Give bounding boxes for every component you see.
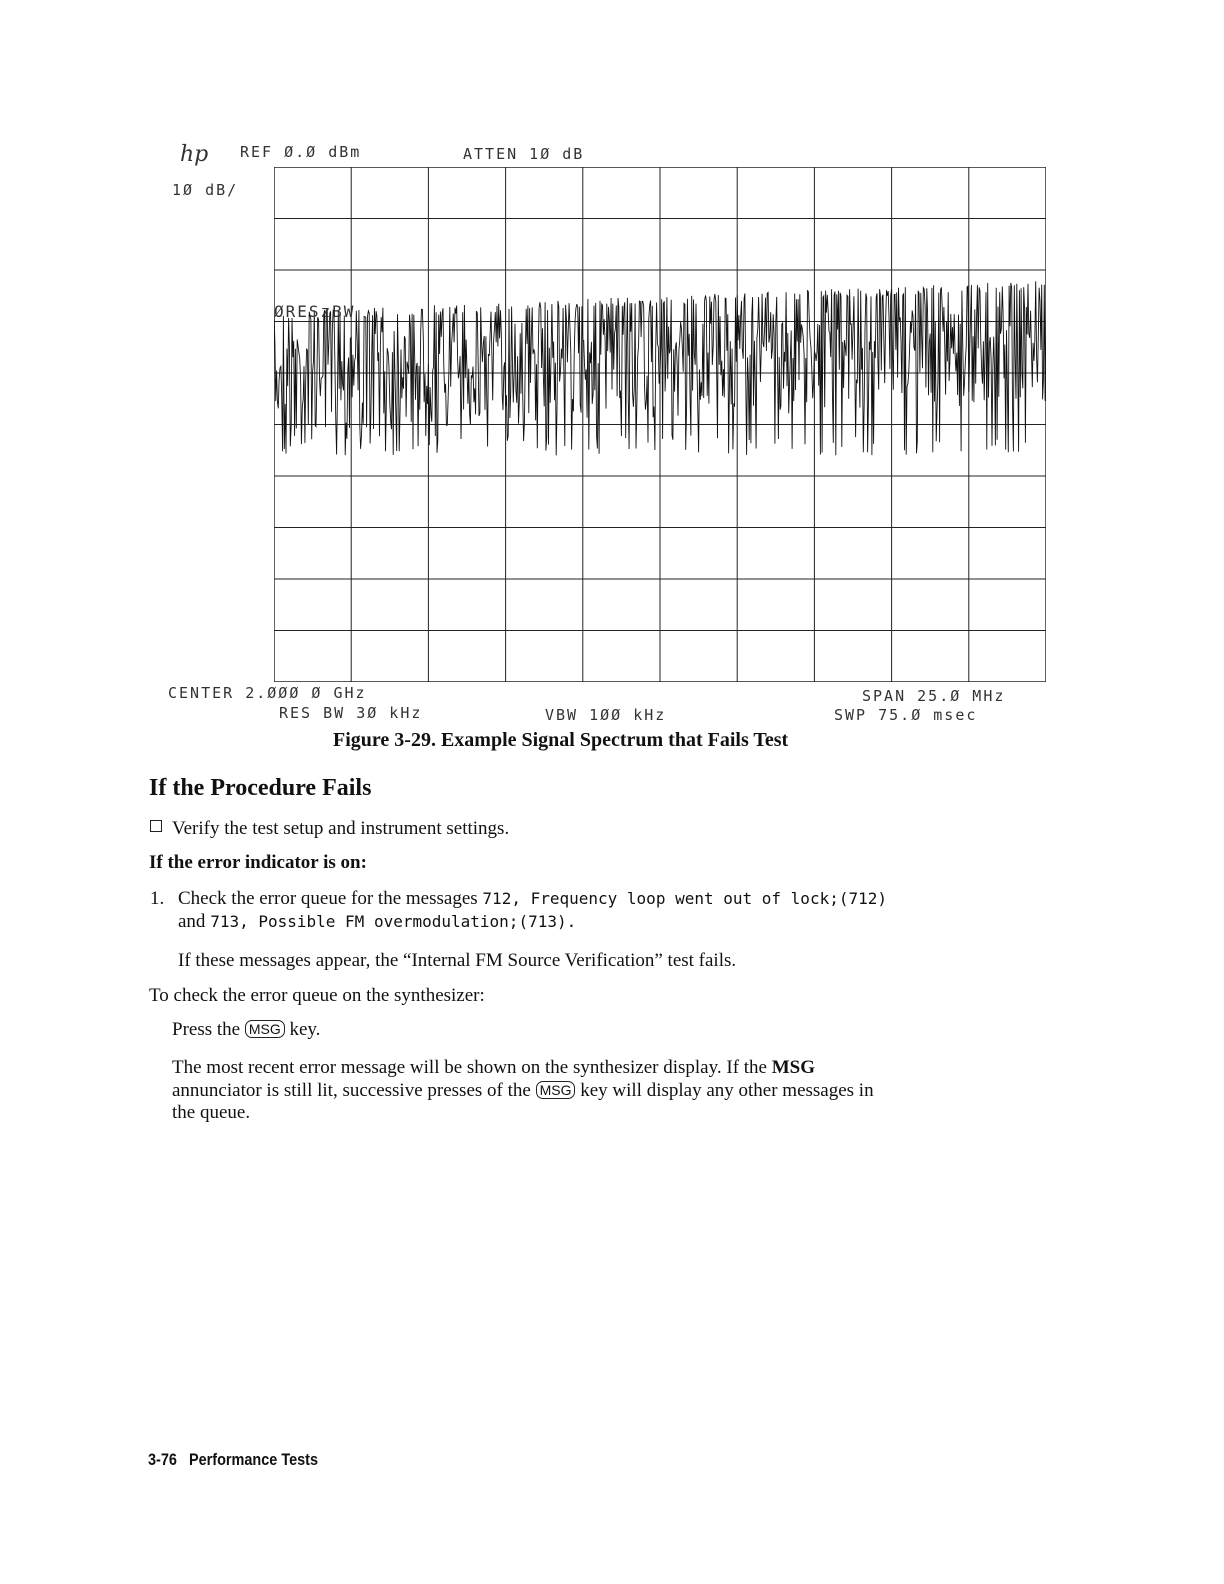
trace-label: ØRESzBW <box>274 302 356 321</box>
attenuation-label: ATTEN 1Ø dB <box>463 145 585 163</box>
recent-text-b: annunciator is still lit, successive presses of the <box>172 1080 536 1101</box>
error-message-713: 713, Possible FM overmodulation;(713). <box>210 912 577 931</box>
scale-label: 1Ø dB/ <box>172 181 239 199</box>
res-bw-label: RES BW 3Ø kHz <box>279 704 423 722</box>
figure-caption: Figure 3-29. Example Signal Spectrum that Fails Test <box>333 729 789 751</box>
error-message-712: 712, Frequency loop went out of lock;(712) <box>482 889 887 908</box>
msg-annunciator-text: MSG <box>771 1057 816 1078</box>
footer-title: Performance Tests <box>188 1450 319 1469</box>
press-msg-instruction <box>172 1019 320 1041</box>
section-heading: If the Procedure Fails <box>149 775 372 801</box>
press-text-b: key. <box>284 1019 321 1040</box>
to-check-instruction: To check the error queue on the synthesizer: <box>149 985 485 1006</box>
subheading: If the error indicator is on: <box>149 852 367 873</box>
msg-key-icon: MSG <box>245 1020 285 1038</box>
sweep-time-label: SWP 75.Ø msec <box>834 706 978 724</box>
hp-logo: hp <box>180 142 209 167</box>
checklist-item <box>150 818 509 840</box>
graticule <box>274 167 1046 682</box>
recent-line-3: the queue. <box>172 1102 251 1123</box>
checklist-item-text: Verify the test setup and instrument settings. <box>172 818 510 839</box>
recent-text-c: key will display any other messages in <box>575 1080 874 1101</box>
ref-level-label: REF Ø.Ø dBm <box>240 143 362 161</box>
step-1-line-1 <box>178 888 1048 910</box>
step-1-text-a: Check the error queue for the messages <box>178 888 483 909</box>
recent-message-paragraph <box>172 1057 1052 1124</box>
vbw-label: VBW 1ØØ kHz <box>545 706 667 724</box>
recent-line-1 <box>172 1057 1052 1079</box>
page-footer <box>148 1450 318 1470</box>
recent-line-2 <box>172 1080 1052 1102</box>
page-number: 3-76 <box>148 1450 177 1469</box>
press-text-a: Press the <box>172 1019 245 1040</box>
step-1-note: If these messages appear, the “Internal FM Source Verification” test fails. <box>178 950 737 971</box>
msg-key-icon: MSG <box>536 1081 576 1099</box>
recent-text-a: The most recent error message will be shown on the synthesizer display. If the <box>172 1057 772 1078</box>
spectrum-plot <box>274 167 1046 682</box>
checkbox-icon <box>150 820 162 832</box>
center-frequency-label: CENTER 2.ØØØ Ø GHz <box>168 684 367 702</box>
span-label: SPAN 25.Ø MHz <box>862 687 1006 705</box>
step-1-text-b: and <box>178 911 211 932</box>
step-1-number: 1. <box>150 888 165 909</box>
step-1-line-2 <box>178 911 1048 933</box>
